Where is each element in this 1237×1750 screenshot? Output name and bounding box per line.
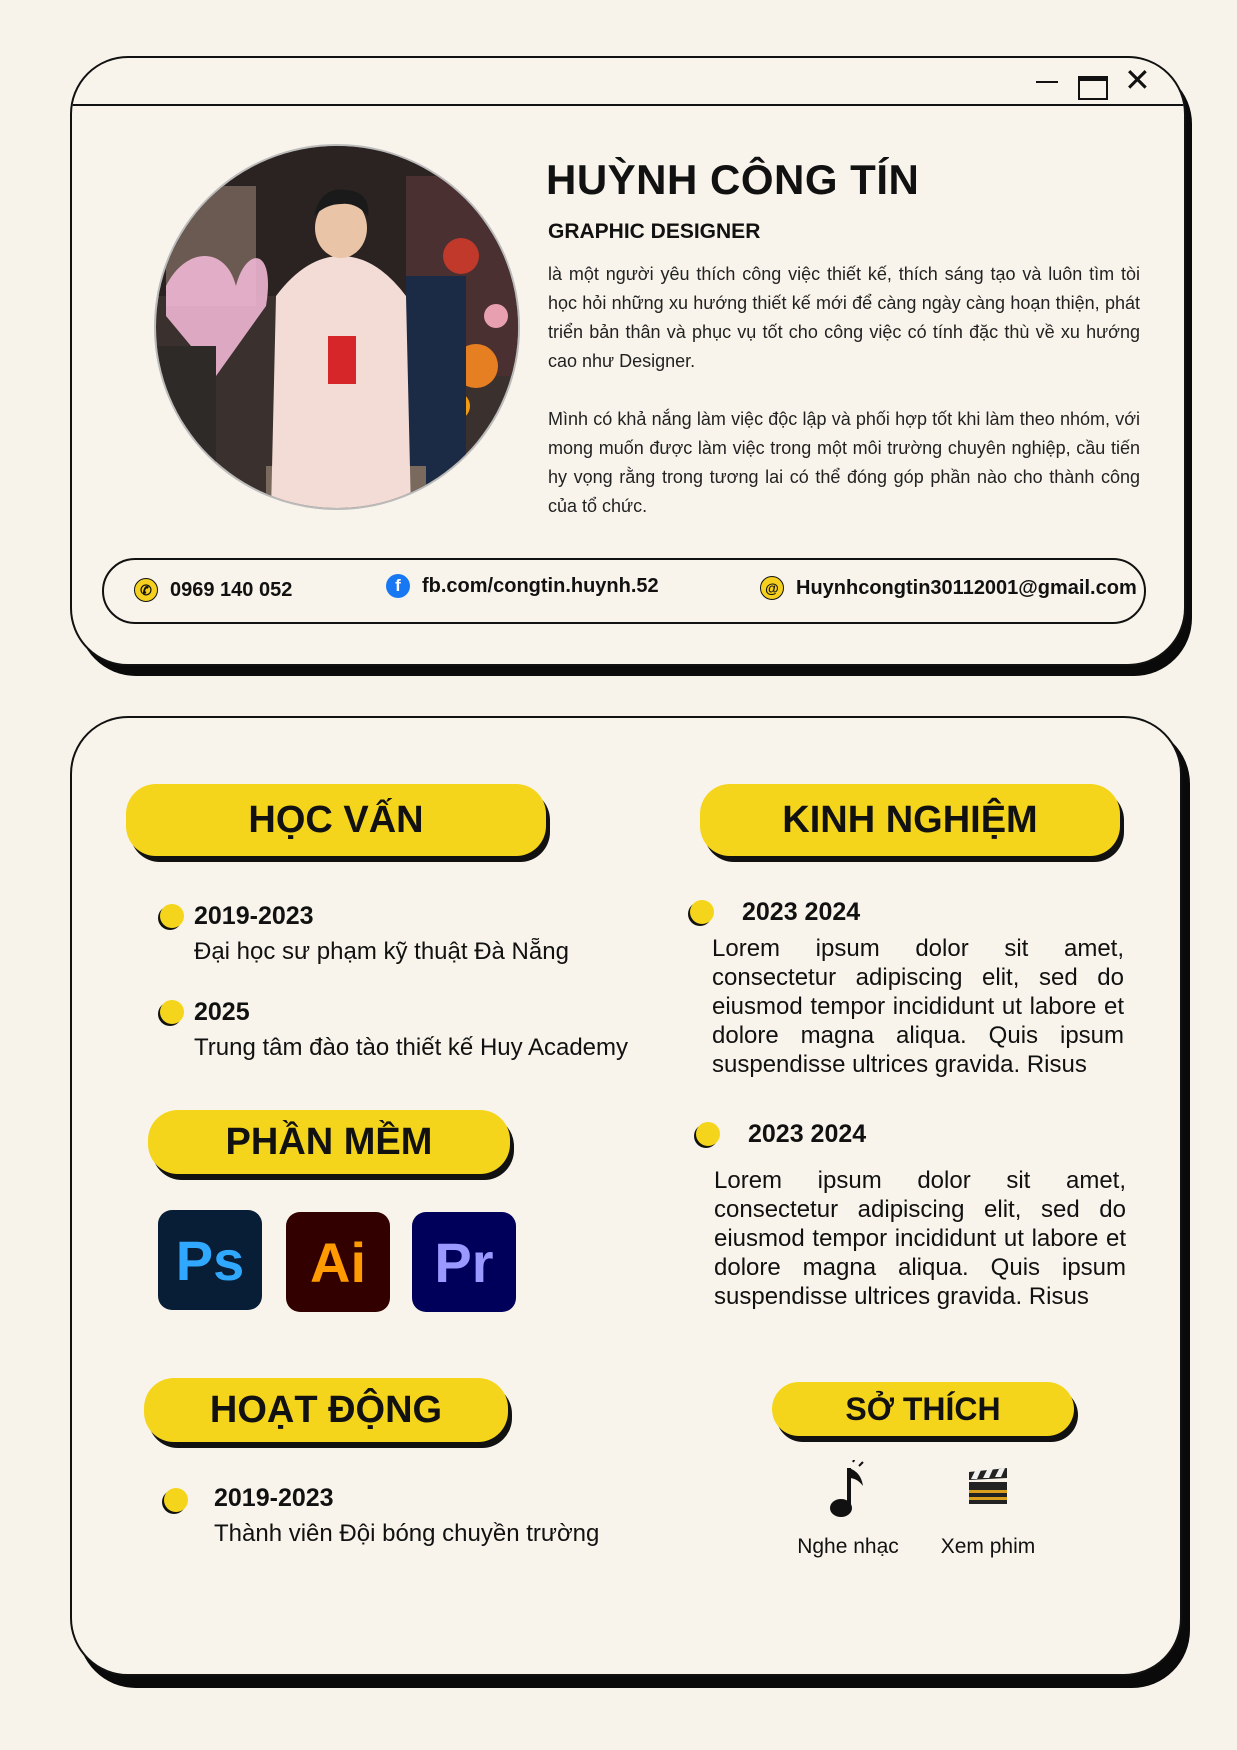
hobby-label: Xem phim — [940, 1535, 1036, 1558]
bio-paragraph: là một người yêu thích công việc thiết kế, thích sáng tạo và luôn tìm tòi học hỏi những xu hướng thiết kế mới để càng ngày càng hoạn thiện, phát triển bản thân và phục vụ tốt cho công việc có tính đặc thù về xu hướng cao như Designer. — [548, 264, 1140, 371]
app-label: Ps — [175, 1228, 245, 1292]
bullet-dot — [160, 904, 184, 928]
minimize-icon[interactable] — [1036, 68, 1062, 94]
details-card — [70, 716, 1182, 1676]
phone-icon: ✆ — [134, 578, 158, 602]
illustrator-icon — [286, 1212, 390, 1312]
bullet-dot — [696, 1122, 720, 1146]
hobbies-header: SỞ THÍCH — [772, 1382, 1074, 1436]
maximize-icon[interactable] — [1076, 68, 1102, 94]
email-address: Huynhcongtin30112001@gmail.com — [796, 576, 1137, 599]
at-icon: @ — [760, 576, 784, 600]
hobby-label: Nghe nhạc — [797, 1535, 899, 1558]
hobby-movies — [928, 1460, 1048, 1559]
education-year: 2025 — [194, 998, 250, 1026]
window-titlebar — [72, 58, 1184, 106]
experience-description: Lorem ipsum dolor sit amet, consectetur adipiscing elit, sed do eiusmod tempor incididunt ut labore et dolore magna aliqua. Quis ipsum suspendisse ultrices gravida. Risus — [712, 935, 1124, 1078]
contact-email[interactable] — [760, 576, 1137, 600]
education-school: Trung tâm đào tào thiết kế Huy Academy — [194, 1034, 629, 1061]
contact-facebook[interactable] — [386, 574, 659, 598]
activities-header: HOẠT ĐỘNG — [144, 1378, 508, 1442]
job-title: GRAPHIC DESIGNER — [548, 220, 761, 243]
clapperboard-icon — [963, 1460, 1013, 1522]
contact-bar — [102, 558, 1146, 624]
experience-header: KINH NGHIỆM — [700, 784, 1120, 856]
profile-card — [70, 56, 1186, 666]
experience-year: 2023 2024 — [748, 1120, 867, 1148]
premiere-icon — [412, 1212, 516, 1312]
app-label: Pr — [434, 1230, 494, 1294]
bio-paragraph: Mình có khả nắng làm việc độc lập và phối hợp tốt khi làm theo nhóm, với mong muốn được làm việc trong một môi trường chuyên nghiệp, cầu tiến hy vọng rằng trong tương lai có thể đóng góp phần nào cho thành công của tổ chức. — [548, 409, 1140, 516]
facebook-link: fb.com/congtin.huynh.52 — [422, 574, 659, 597]
experience-description: Lorem ipsum dolor sit amet, consectetur adipiscing elit, sed do eiusmod tempor incididunt ut labore et dolore magna aliqua. Quis ipsum suspendisse ultrices gravida. Risus — [714, 1167, 1126, 1310]
facebook-icon: f — [386, 574, 410, 598]
experience-year: 2023 2024 — [742, 898, 861, 926]
profile-photo — [154, 144, 520, 510]
software-header: PHẦN MỀM — [148, 1110, 510, 1174]
bio — [548, 260, 1140, 521]
education-school: Đại học sư phạm kỹ thuật Đà Nẵng — [194, 938, 569, 965]
hobby-music — [788, 1460, 908, 1559]
bullet-dot — [160, 1000, 184, 1024]
photoshop-icon — [158, 1210, 262, 1310]
full-name: HUỲNH CÔNG TÍN — [546, 156, 920, 203]
activity-description: Thành viên Đội bóng chuyền trường — [214, 1520, 600, 1547]
bullet-dot — [690, 900, 714, 924]
phone-number: 0969 140 052 — [170, 578, 293, 601]
bullet-dot — [164, 1488, 188, 1512]
music-note-icon — [823, 1460, 873, 1522]
activity-year: 2019-2023 — [214, 1484, 334, 1512]
contact-phone[interactable] — [134, 578, 292, 602]
close-icon[interactable]: ✕ — [1124, 61, 1151, 99]
education-year: 2019-2023 — [194, 902, 314, 930]
app-label: Ai — [310, 1230, 366, 1294]
education-header: HỌC VẤN — [126, 784, 546, 856]
